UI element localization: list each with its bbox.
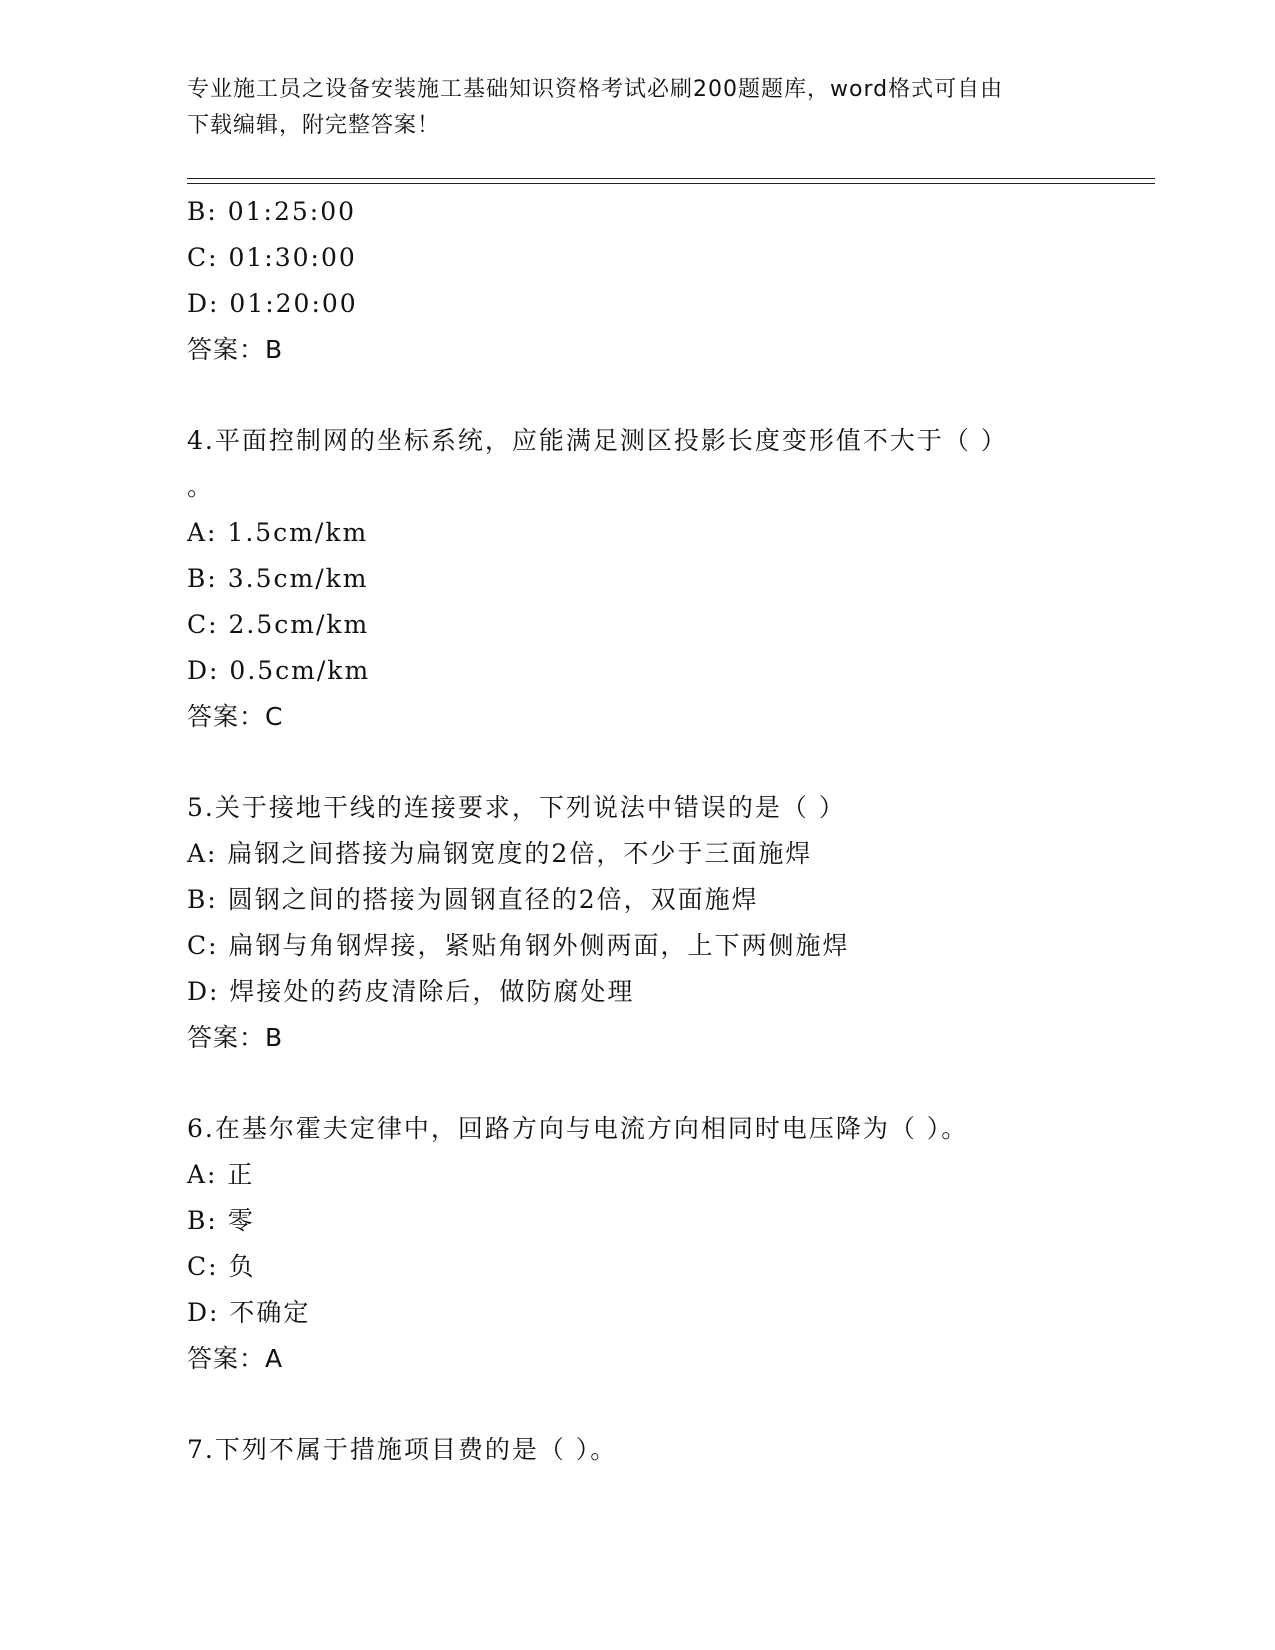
- option-b: B: 01:25:00: [187, 197, 357, 226]
- option-b: B: 零: [187, 1206, 255, 1235]
- question-stem: 5.关于接地干线的连接要求，下列说法中错误的是（ ）: [187, 793, 846, 822]
- question-block-4: [187, 418, 1155, 740]
- question-block-7: [187, 1427, 1155, 1473]
- header-line-2: 下载编辑，附完整答案！: [187, 113, 441, 138]
- question-block-3-continued: [187, 189, 1155, 373]
- option-c: C: 负: [187, 1252, 256, 1281]
- option-c: C: 01:30:00: [187, 243, 357, 272]
- option-d: D: 焊接处的药皮清除后，做防腐处理: [187, 977, 635, 1006]
- option-b: B: 3.5cm/km: [187, 564, 369, 593]
- question-stem-continued: 。: [187, 472, 215, 501]
- header-rule-top: [187, 178, 1155, 179]
- option-d: D: 0.5cm/km: [187, 656, 371, 685]
- answer-line: 答案：B: [187, 335, 284, 364]
- question-stem: 6.在基尔霍夫定律中，回路方向与电流方向相同时电压降为（ ）。: [187, 1114, 969, 1143]
- option-d: D: 不确定: [187, 1298, 311, 1327]
- question-block-6: [187, 1106, 1155, 1382]
- option-c: C: 扁钢与角钢焊接，紧贴角钢外侧两面，上下两侧施焊: [187, 931, 850, 960]
- header-line-1: 专业施工员之设备安装施工基础知识资格考试必刷200题题库，word格式可自由: [187, 77, 1004, 102]
- answer-line: 答案：A: [187, 1344, 284, 1373]
- question-stem: 4.平面控制网的坐标系统，应能满足测区投影长度变形值不大于（ ）: [187, 426, 1008, 455]
- answer-line: 答案：C: [187, 702, 284, 731]
- answer-line: 答案：B: [187, 1023, 284, 1052]
- option-d: D: 01:20:00: [187, 289, 358, 318]
- question-stem: 7.下列不属于措施项目费的是（ ）。: [187, 1435, 618, 1464]
- option-a: A: 1.5cm/km: [187, 518, 369, 547]
- option-c: C: 2.5cm/km: [187, 610, 370, 639]
- question-block-5: [187, 785, 1155, 1061]
- option-a: A: 正: [187, 1160, 255, 1189]
- option-b: B: 圆钢之间的搭接为圆钢直径的2倍，双面施焊: [187, 885, 759, 914]
- header-rule-bottom: [187, 183, 1155, 184]
- document-header: [187, 72, 1067, 144]
- option-a: A: 扁钢之间搭接为扁钢宽度的2倍，不少于三面施焊: [187, 839, 813, 868]
- question-list: [187, 189, 1155, 1473]
